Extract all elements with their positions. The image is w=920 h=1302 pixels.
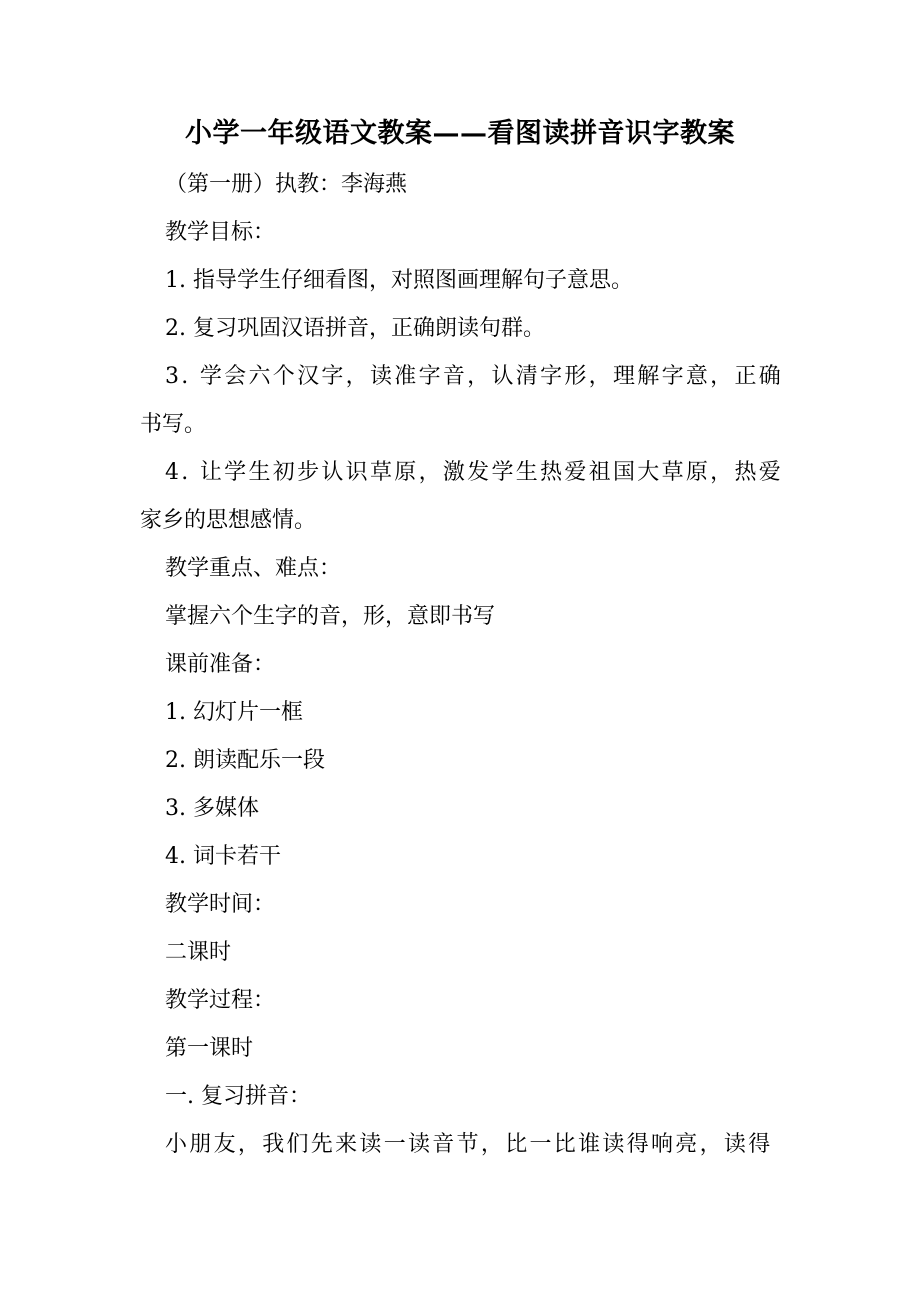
preparation-item: 3. 多媒体 [165, 796, 259, 821]
step-heading: 一. 复习拼音： [165, 1084, 311, 1109]
objective-item: 2. 复习巩固汉语拼音，正确朗读句群。 [165, 316, 545, 341]
preparation-item: 1. 幻灯片一框 [165, 700, 303, 725]
objective-item-continuation: 家乡的思想感情。 [140, 508, 317, 533]
objective-item: 3. 学会六个汉字，读准字音，认清字形，理解字意，正确 [165, 364, 784, 389]
objective-item: 4. 让学生初步认识草原，激发学生热爱祖国大草原，热爱 [165, 460, 784, 485]
objective-item: 1. 指导学生仔细看图，对照图画理解句子意思。 [165, 268, 633, 293]
document-subtitle: （第一册）执教：李海燕 [165, 172, 408, 197]
objective-item-continuation: 书写。 [140, 412, 207, 437]
time-text: 二课时 [165, 940, 232, 965]
section-heading-preparation: 课前准备： [165, 652, 276, 677]
document-title: 小学一年级语文教案——看图读拼音识字教案 [185, 118, 735, 149]
preparation-item: 4. 词卡若干 [165, 844, 281, 869]
section-heading-time: 教学时间： [165, 892, 276, 917]
body-paragraph: 小朋友，我们先来读一读音节，比一比谁读得响亮，读得 [165, 1132, 773, 1157]
preparation-item: 2. 朗读配乐一段 [165, 748, 325, 773]
section-heading-objectives: 教学目标： [165, 220, 276, 245]
section-heading-process: 教学过程： [165, 988, 276, 1013]
section-heading-key-points: 教学重点、难点： [165, 556, 342, 581]
lesson-heading: 第一课时 [165, 1036, 254, 1061]
key-points-text: 掌握六个生字的音，形，意即书写 [165, 604, 496, 629]
